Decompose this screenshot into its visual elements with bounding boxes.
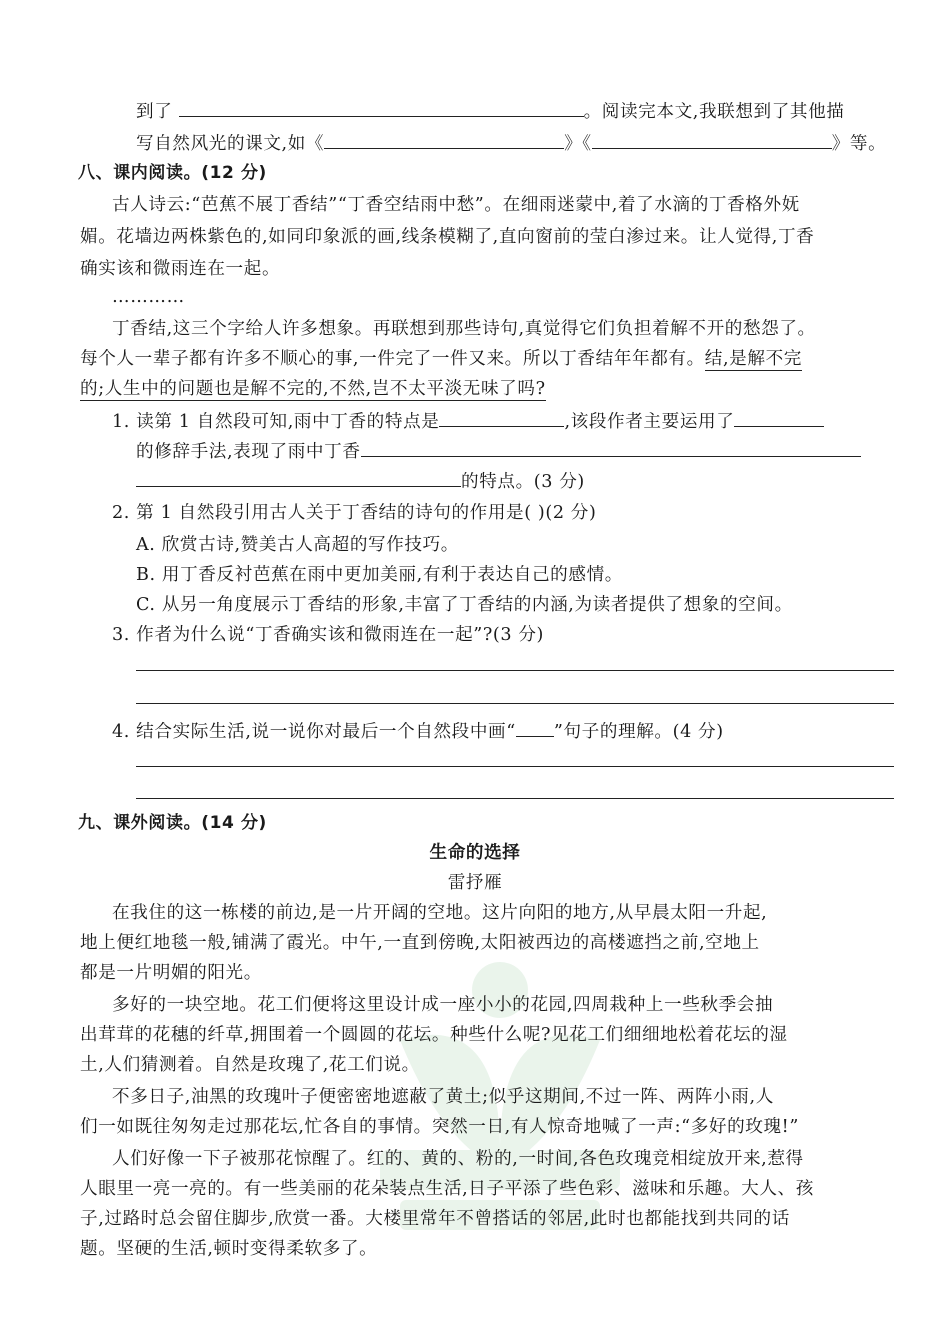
carry-line-1 <box>136 100 898 123</box>
text: 1. 读第 1 自然段可知,雨中丁香的特点是 <box>112 412 440 432</box>
answer-blank[interactable] <box>179 100 584 117</box>
text: ,该段作者主要运用了 <box>564 412 735 432</box>
passage-line: 古人诗云:“芭蕉不展丁香结”“丁香空结雨中愁”。在细雨迷蒙中,着了水滴的丁香格外妩 <box>112 195 800 215</box>
answer-line[interactable] <box>136 670 894 671</box>
text: 4. 结合实际生活,说一说你对最后一个自然段中画“ <box>112 722 516 742</box>
text: 》等。 <box>831 134 887 154</box>
passage-line: 确实该和微雨连在一起。 <box>80 259 281 279</box>
section-8-heading: 八、课内阅读。(12 分) <box>78 163 267 183</box>
question-2: 2. 第 1 自然段引用古人关于丁香结的诗句的作用是( )(2 分) <box>112 503 597 523</box>
question-1 <box>112 410 898 433</box>
question-1-line-3 <box>136 470 898 493</box>
underlined-sentence: 的;人生中的问题也是解不完的,不然,岂不太平淡无味了吗? <box>80 379 546 399</box>
underline-sample <box>516 720 554 737</box>
passage-line <box>80 348 898 370</box>
text: 》《 <box>564 134 592 154</box>
article-title: 生命的选择 <box>429 843 521 863</box>
question-4 <box>112 720 898 743</box>
choice-b[interactable]: B. 用丁香反衬芭蕉在雨中更加美丽,有利于表达自己的感情。 <box>136 565 623 585</box>
answer-blank[interactable] <box>734 410 824 427</box>
ellipsis: ………… <box>112 287 185 307</box>
text: 。阅读完本文,我联想到了其他描 <box>583 102 845 122</box>
article-line: 在我住的这一栋楼的前边,是一片开阔的空地。这片向阳的地方,从早晨太阳一升起, <box>112 903 768 923</box>
article-line: 多好的一块空地。花工们便将这里设计成一座小小的花园,四周栽种上一些秋季会抽 <box>112 995 774 1015</box>
answer-blank[interactable] <box>136 470 461 487</box>
article-line: 人眼里一亮一亮的。有一些美丽的花朵装点生活,日子平添了些色彩、滋味和乐趣。大人、孩 <box>80 1179 814 1199</box>
passage-line: 丁香结,这三个字给人许多想象。再联想到那些诗句,真觉得它们负担着解不开的愁怨了。 <box>112 319 816 339</box>
article-author: 雷抒雁 <box>447 873 503 893</box>
article-line: 们一如既往匆匆走过那花坛,忙各自的事情。突然一日,有人惊奇地喊了一声:“多好的玫瑰!” <box>80 1117 799 1137</box>
answer-blank[interactable] <box>361 440 861 457</box>
answer-blank[interactable] <box>439 410 564 427</box>
article-line: 子,过路时总会留住脚步,欣赏一番。大楼里常年不曾搭话的邻居,此时也都能找到共同的话 <box>80 1209 790 1229</box>
choice-c[interactable]: C. 从另一角度展示丁香结的形象,丰富了丁香结的内涵,为读者提供了想象的空间。 <box>136 595 793 615</box>
question-1-line-2 <box>136 440 898 463</box>
choice-a[interactable]: A. 欣赏古诗,赞美古人高超的写作技巧。 <box>136 535 459 555</box>
article-line: 不多日子,油黑的玫瑰叶子便密密地遮蔽了黄土;似乎这期间,不过一阵、两阵小雨,人 <box>112 1087 774 1107</box>
article-line: 都是一片明媚的阳光。 <box>80 963 262 983</box>
answer-line[interactable] <box>136 766 894 767</box>
answer-blank[interactable] <box>592 132 832 149</box>
question-3: 3. 作者为什么说“丁香确实该和微雨连在一起”?(3 分) <box>112 625 544 645</box>
text: 到了 <box>136 102 173 122</box>
text: 的特点。(3 分) <box>461 472 585 492</box>
text: ”句子的理解。(4 分) <box>553 722 724 742</box>
answer-line[interactable] <box>136 703 894 704</box>
passage-line: 媚。花墙边两株紫色的,如同印象派的画,线条模糊了,直向窗前的莹白渗过来。让人觉得,丁香 <box>80 227 815 247</box>
article-line: 人们好像一下子被那花惊醒了。红的、黄的、粉的,一时间,各色玫瑰竞相绽放开来,惹得 <box>112 1149 804 1169</box>
answer-blank[interactable] <box>324 132 564 149</box>
article-line: 土,人们猜测着。自然是玫瑰了,花工们说。 <box>80 1055 420 1075</box>
article-line: 题。坚硬的生活,顿时变得柔软多了。 <box>80 1239 378 1259</box>
passage-line <box>80 378 898 400</box>
section-9-heading: 九、课外阅读。(14 分) <box>78 813 267 833</box>
carry-line-2 <box>136 132 898 155</box>
article-line: 出茸茸的花穗的纤草,拥围着一个圆圆的花坛。种些什么呢?见花工们细细地松着花坛的湿 <box>80 1025 788 1045</box>
article-line: 地上便红地毯一般,铺满了霞光。中午,一直到傍晚,太阳被西边的高楼遮挡之前,空地上 <box>80 933 760 953</box>
text: 每个人一辈子都有许多不顺心的事,一件完了一件又来。所以丁香结年年都有。 <box>80 349 705 369</box>
answer-line[interactable] <box>136 798 894 799</box>
text: 写自然风光的课文,如《 <box>136 134 325 154</box>
underlined-sentence: 结,是解不完 <box>704 349 802 369</box>
text: 的修辞手法,表现了雨中丁香 <box>136 442 361 462</box>
